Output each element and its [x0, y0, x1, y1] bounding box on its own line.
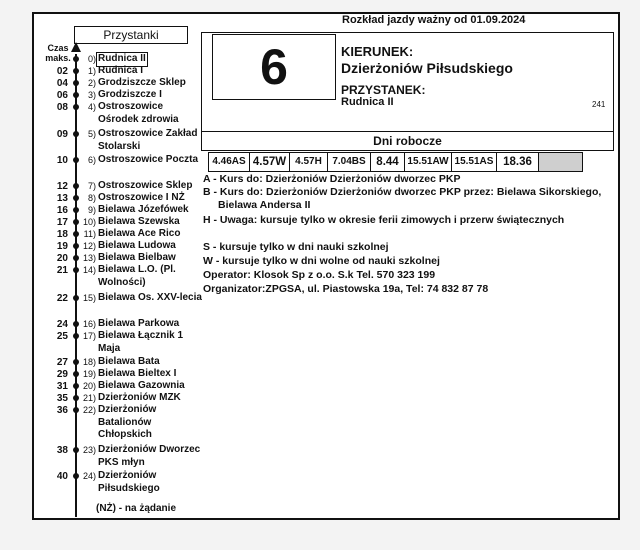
stop-time: 22 [56, 293, 68, 304]
stop-name: Bielawa Ace Rico [98, 228, 181, 239]
stop-name: Ostroszowice Poczta [98, 154, 199, 165]
timetable-sheet [32, 12, 620, 520]
stop-number: 20) [82, 381, 96, 391]
stop-dot-icon [73, 231, 79, 237]
stop-name: Bielawa Parkowa [98, 318, 180, 329]
stop-time: 08 [56, 102, 68, 113]
stop-number: 18) [82, 357, 96, 367]
stop-code: 241 [592, 100, 606, 109]
stop-value: Rudnica II [341, 96, 394, 108]
stop-name: Dzierżoniów Batalionów Chłopskich [98, 404, 157, 441]
stop-time: 18 [56, 229, 68, 240]
stop-time: 25 [56, 331, 68, 342]
stop-name: Bielawa Bieltex I [98, 368, 177, 379]
stop-dot-icon [73, 395, 79, 401]
stop-number: 2) [87, 78, 96, 88]
departure-cell: 15.51AS [452, 153, 497, 171]
stop-time: 35 [56, 393, 68, 404]
stop-time: 06 [56, 90, 68, 101]
stop-time: 17 [56, 217, 68, 228]
stop-dot-icon [73, 333, 79, 339]
stop-number: 12) [82, 241, 96, 251]
stop-time: 27 [56, 357, 68, 368]
stop-number: 0) [87, 54, 96, 64]
stop-dot-icon [73, 207, 79, 213]
stop-number: 9) [87, 205, 96, 215]
stop-number: 17) [82, 331, 96, 341]
departure-cell: 8.44 [371, 153, 405, 171]
stop-name: Ostroszowice Ośrodek zdrowia [98, 101, 179, 125]
direction-value: Dzierżoniów Piłsudskiego [341, 60, 513, 76]
stop-time: 31 [56, 381, 68, 392]
stop-number: 10) [82, 217, 96, 227]
stop-dot-icon [73, 473, 79, 479]
stop-dot-icon [73, 383, 79, 389]
stop-time: 24 [56, 319, 68, 330]
stop-name: Bielawa Józefówek [98, 204, 189, 215]
stop-time: 29 [56, 369, 68, 380]
stop-dot-icon [73, 407, 79, 413]
stop-name: Bielawa L.O. (Pl. Wolności) [98, 264, 176, 288]
stop-name: Bielawa Ludowa [98, 240, 176, 251]
stop-name: Rudnica I [98, 65, 144, 76]
stop-name: Bielawa Bielbaw [98, 252, 176, 263]
legend-b-cont: Bielawa Andersa II [218, 199, 311, 211]
stop-time: 20 [56, 253, 68, 264]
max-time-header: Czas maks. [45, 43, 71, 63]
stop-name: Bielawa Os. XXV-lecia [98, 292, 202, 303]
stop-number: 24) [82, 471, 96, 481]
departures-row [208, 152, 583, 172]
current-stop-name: Rudnica II [96, 52, 148, 67]
stop-time: 36 [56, 405, 68, 416]
valid-from-text: Rozkład jazdy ważny od 01.09.2024 [342, 14, 526, 26]
stop-time: 40 [56, 471, 68, 482]
stop-time: 16 [56, 205, 68, 216]
departure-cell-empty [539, 153, 582, 171]
stop-time: 38 [56, 445, 68, 456]
stop-name: Ostroszowice Sklep [98, 180, 193, 191]
stop-dot-icon [73, 447, 79, 453]
departure-cell: 18.36 [497, 153, 539, 171]
stop-dot-icon [73, 104, 79, 110]
stop-name: Bielawa Szewska [98, 216, 180, 227]
days-header: Dni robocze [201, 132, 614, 151]
stop-number: 3) [87, 90, 96, 100]
departure-cell: 4.57W [250, 153, 290, 171]
stop-number: 4) [87, 102, 96, 112]
stop-name: Grodziszcze Sklep [98, 77, 186, 88]
stop-number: 15) [82, 293, 96, 303]
legend-s: S - kursuje tylko w dni nauki szkolnej [203, 241, 389, 253]
stop-name: Grodziszcze I [98, 89, 162, 100]
organizer-text: Organizator:ZPGSA, ul. Piastowska 19a, Tel: 74 832 87 78 [203, 283, 489, 295]
stop-dot-icon [73, 80, 79, 86]
stop-time: 19 [56, 241, 68, 252]
departure-cell: 4.46AS [209, 153, 250, 171]
operator-text: Operator: Klosok Sp z o.o. S.k Tel. 570 323 199 [203, 269, 436, 281]
stop-dot-icon [73, 371, 79, 377]
stop-time: 12 [56, 181, 68, 192]
on-request-footnote: (NŻ) - na żądanie [96, 503, 177, 514]
stop-time: 09 [56, 129, 68, 140]
stop-number: 13) [82, 253, 96, 263]
stop-number: 22) [82, 405, 96, 415]
stop-name: Dzierżoniów Piłsudskiego [98, 470, 160, 494]
stops-header: Przystanki [74, 26, 188, 44]
stop-dot-icon [73, 183, 79, 189]
stop-dot-icon [73, 359, 79, 365]
stop-number: 5) [87, 129, 96, 139]
stop-dot-icon [73, 255, 79, 261]
legend-a: A - Kurs do: Dzierżoniów Dzierżoniów dworzec PKP [203, 173, 461, 185]
legend-b: B - Kurs do: Dzierżoniów Dzierżoniów dworzec PKP przez: Bielawa Sikorskiego, [203, 186, 602, 198]
legend-h: H - Uwaga: kursuje tylko w okresie ferii zimowych i przerw świątecznych [203, 214, 565, 226]
stop-number: 21) [82, 393, 96, 403]
stop-time: 04 [56, 78, 68, 89]
route-arrow-icon [71, 42, 81, 52]
stop-time: 21 [56, 265, 68, 276]
departure-cell: 7.04BS [328, 153, 371, 171]
legend-w: W - kursuje tylko w dni wolne od nauki szkolnej [203, 255, 440, 267]
stop-name: Bielawa Łącznik 1 Maja [98, 330, 184, 354]
direction-label: KIERUNEK: [341, 44, 414, 59]
stop-number: 19) [82, 369, 96, 379]
stop-dot-icon [73, 157, 79, 163]
stop-name: Bielawa Bata [98, 356, 160, 367]
stop-number: 23) [82, 445, 96, 455]
stop-label: PRZYSTANEK: [341, 83, 426, 97]
stop-number: 14) [82, 265, 96, 275]
stop-number: 8) [87, 193, 96, 203]
stop-dot-icon [73, 195, 79, 201]
departure-cell: 4.57H [290, 153, 328, 171]
stop-dot-icon [73, 295, 79, 301]
stop-number: 6) [87, 155, 96, 165]
stop-name: Bielawa Gazownia [98, 380, 185, 391]
stop-name: Ostroszowice Zakład Stolarski [98, 128, 198, 152]
stop-number: 16) [82, 319, 96, 329]
stop-name: Dzierżoniów Dworzec PKS młyn [98, 444, 201, 468]
stop-dot-icon [73, 68, 79, 74]
stop-dot-icon [73, 56, 79, 62]
stop-dot-icon [73, 131, 79, 137]
stop-number: 11) [83, 229, 96, 239]
stop-number: 1) [87, 66, 96, 76]
stop-time: 10 [56, 155, 68, 166]
stop-number: 7) [87, 181, 96, 191]
stop-time: 13 [56, 193, 68, 204]
stop-time: 02 [56, 66, 68, 77]
stop-dot-icon [73, 267, 79, 273]
stop-dot-icon [73, 321, 79, 327]
stop-name: Ostroszowice I NŻ [98, 192, 185, 203]
stop-dot-icon [73, 92, 79, 98]
stop-dot-icon [73, 243, 79, 249]
stop-name: Dzierżoniów MZK [98, 392, 181, 403]
stop-dot-icon [73, 219, 79, 225]
line-number: 6 [212, 34, 336, 100]
departure-cell: 15.51AW [405, 153, 452, 171]
